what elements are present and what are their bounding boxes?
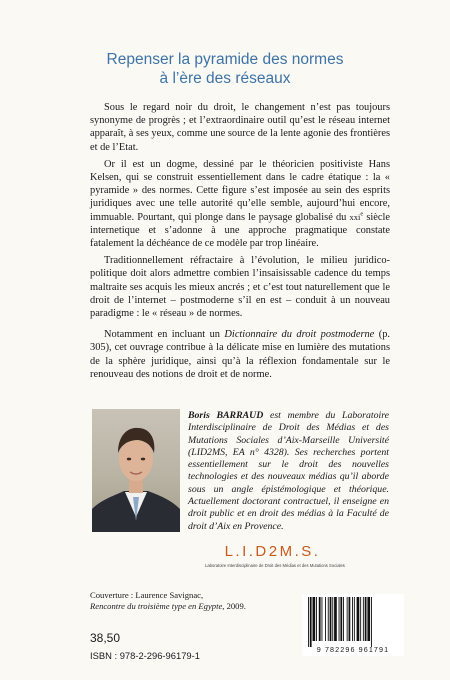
- blurb-paragraph-1: Sous le regard noir du droit, le changement n’est pas toujours synonyme de progrès ; et l’extraordinaire outil qu’est le réseau internet apparaît, à ses yeux, comme une source de la lente agonie des frontières et de l’Etat.: [90, 102, 390, 153]
- blurb: [90, 101, 390, 385]
- credit-line-2: [90, 601, 246, 612]
- isbn: ISBN : 978-2-296-96179-1: [90, 650, 200, 661]
- blurb-paragraph-4: [90, 328, 390, 381]
- barcode-number: 9 782296 961791: [316, 645, 390, 654]
- credit-line-1: Couverture : Laurence Savignac,: [90, 590, 204, 600]
- credit-work: Rencontre du troisième type en Egypte: [90, 601, 223, 611]
- author-bio: [188, 410, 389, 533]
- logo-text: L.I.D2M.S.: [224, 543, 321, 560]
- blurb-paragraph-4-b: (p. 305), cet ouvrage contribue à la délicate mise en lumière des mutations de la sphère juridique, ainsi qu’à la réflexion fondamentale sur le renouveau des notions de droit et de norme.: [90, 329, 390, 380]
- credit-year: , 2009.: [222, 601, 246, 611]
- century-numeral: xxi: [349, 211, 361, 222]
- blurb-paragraph-2-b: siècle internetique et s’adonne à une approche pragmatique constate fatalement la déchéance de ce modèle par trop linéaire.: [90, 211, 390, 250]
- barcode-bars: [302, 597, 404, 647]
- title-line-1: Repenser la pyramide des normes: [106, 51, 344, 68]
- price: 38,50: [90, 631, 121, 645]
- blurb-paragraph-4-a: Notamment en incluant un: [104, 329, 225, 341]
- cover-credit: [90, 590, 246, 612]
- author-bio-text: est membre du Laboratoire Interdisciplinaire de Droit des Médias et des Mutations Sociales d’Aix-Marseille Université (LID2MS, EA n° 4328). Ses recherches portent essentiellement sur le droit des nouvelles technologies et des nouveaux médias qu’il aborde sous un angle épistémologique et théorique. Actuellement doctorant contractuel, il enseigne en droit public et en droit des médias à la Faculté de droit d’Aix en Provence.: [188, 410, 389, 532]
- dictionary-title: Dictionnaire du droit postmoderne: [224, 329, 375, 341]
- blurb-paragraph-2: [90, 158, 390, 250]
- blurb-paragraph-2-a: Or il est un dogme, dessiné par le théoricien positiviste Hans Kelsen, qui se construit essentiellement dans le cadre étatique : la « pyramide » des normes. Cette figure s’est imposée au sein des esprits juridiques avec une telle autorité qu’elle semble, aujourd’hui encore, immuable. Pourtant, qui plonge dans le paysage globalisé du: [90, 158, 390, 223]
- logo-subtitle: Laboratoire Interdisciplinaire de Droit des Médias et des Mutations Sociales: [205, 563, 345, 568]
- author-photo: [92, 409, 180, 532]
- blurb-paragraph-3: Traditionnellement réfractaire à l’évolution, le milieu juridico-politique doit alors admettre combien l’insaisissable cadence du temps maltraite ses acquis les mieux ancrés ; et c’est tout naturellement que le droit de l’internet – postmoderne s’il en est – conduit à un nouveau paradigme : le « réseau » de normes.: [90, 255, 390, 320]
- century-superscript: e: [360, 210, 364, 218]
- author-name: Boris BARRAUD: [188, 410, 264, 421]
- book-title: [0, 50, 450, 88]
- barcode: [302, 594, 404, 656]
- title-line-2: à l’ère des réseaux: [159, 70, 291, 87]
- lid2ms-logo: [205, 543, 345, 579]
